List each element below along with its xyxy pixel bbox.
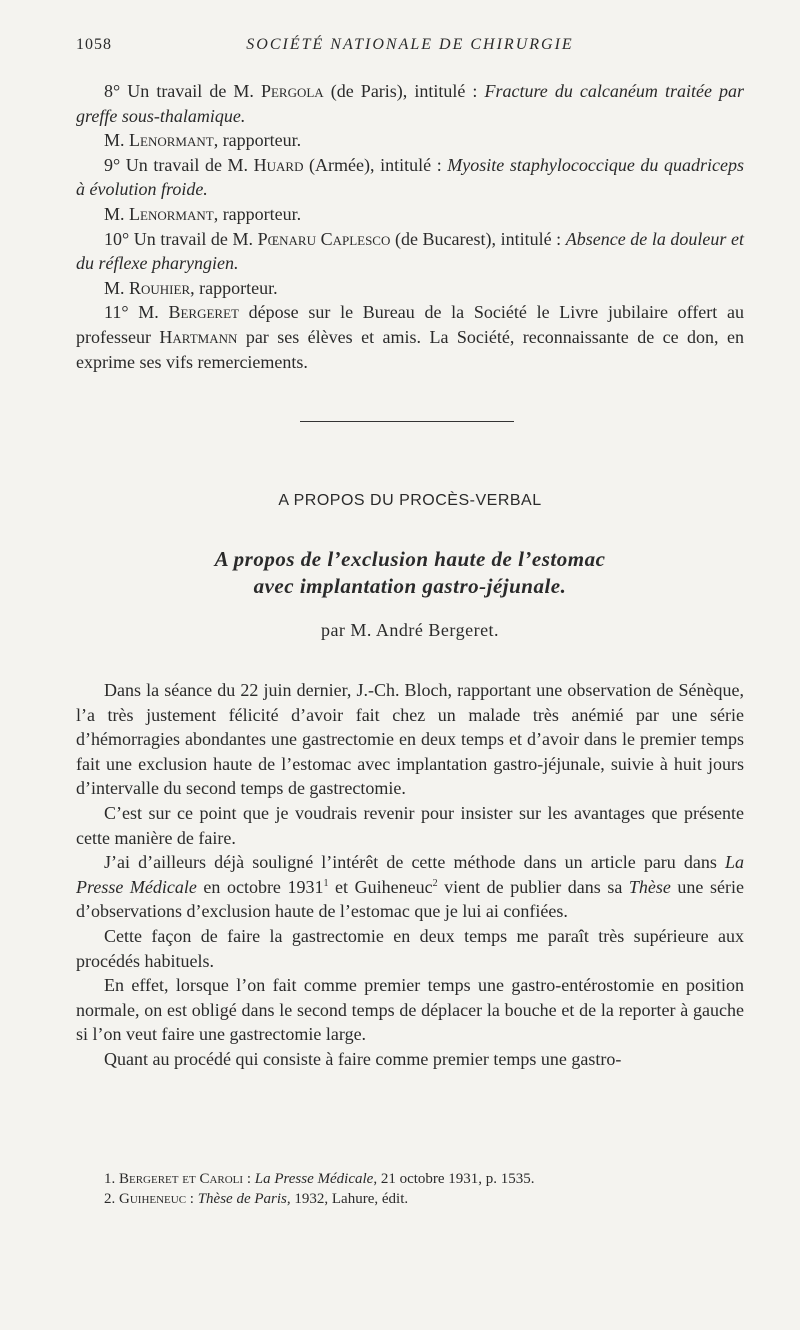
rapporteur-name: Rouhier xyxy=(129,277,191,298)
article-title-line-2: avec implantation gastro-jéjunale. xyxy=(253,574,567,598)
footnote-1 xyxy=(76,1169,744,1189)
section-divider xyxy=(300,421,514,422)
article-title xyxy=(76,546,744,600)
paragraph-2: C’est sur ce point que je voudrais revenir pour insister sur les avantages que présente cette manière de faire. xyxy=(76,802,744,848)
item-9 xyxy=(76,153,744,202)
article-byline: par M. André Bergeret. xyxy=(320,620,500,640)
item-text: par ses élèves et amis. La Société, reconnaissante de ce don, en exprime ses vifs remerciements. xyxy=(76,326,744,372)
footnote-number: 2. xyxy=(104,1191,119,1207)
footnote-number: 1. xyxy=(104,1171,119,1187)
rapporteur-prefix: M. xyxy=(104,277,130,298)
item-8 xyxy=(76,79,744,128)
item-name: Hartmann xyxy=(159,326,238,347)
paragraph-1: Dans la séance du 22 juin dernier, J.-Ch. Bloch, rapportant une observation de Sénèque, l’a très justement félicité d’avoir fait chez un malade très anémié par une série d’hémorragies abondantes une gastrectomie en deux temps et d’avoir dans le premier temps fait une exclusion haute de l’estomac avec implantation gastro-jéjunale, suivie à huit jours d’intervalle du second temps de gastrectomie. xyxy=(76,680,744,799)
these-word: Thèse xyxy=(628,876,671,897)
paragraph-text: vient de publier dans sa xyxy=(437,876,629,897)
item-author: Bergeret xyxy=(168,302,239,323)
footnote-authors: Bergeret et Caroli xyxy=(119,1171,244,1187)
paragraph-4: Cette façon de faire la gastrectomie en deux temps me paraît très supérieure aux procédés habituels. xyxy=(76,925,744,971)
item-8-rapporteur xyxy=(76,128,744,153)
item-text: (de Paris), intitulé : xyxy=(323,81,485,101)
item-number: 9° Un travail de M. xyxy=(104,154,254,175)
page-header xyxy=(76,36,744,58)
footnote-authors: Guiheneuc xyxy=(119,1191,187,1207)
item-author: Huard xyxy=(253,154,304,175)
item-text: (de Bucarest), intitulé : xyxy=(390,228,566,249)
rapporteur-prefix: M. xyxy=(104,203,130,224)
footnote-separator: : xyxy=(243,1171,255,1187)
paragraph-5: En effet, lorsque l’on fait comme premier temps une gastro-entérostomie en position normale, on est obligé dans le second temps de déplacer la bouche et de la reporter à gauche si l’on veut faire une gastrectomie large. xyxy=(76,975,744,1045)
item-number: 8° Un travail de M. xyxy=(104,81,261,101)
item-9-rapporteur xyxy=(76,202,744,227)
item-author: Pœnaru Caplesco xyxy=(257,228,391,249)
footnote-2 xyxy=(76,1189,744,1209)
item-title: Absence de la douleur et du réflexe pharyngien. xyxy=(76,228,745,274)
paragraph-6: Quant au procédé qui consiste à faire comme premier temps une gastro- xyxy=(104,1048,622,1069)
page-number: 1058 xyxy=(76,36,112,53)
footnote-details: , 1932, Lahure, édit. xyxy=(286,1191,409,1207)
item-10 xyxy=(76,227,744,276)
paragraph-text: une série d’observations d’exclusion haute de l’estomac que je lui ai confiées. xyxy=(76,876,744,922)
rapporteur-suffix: , rapporteur. xyxy=(213,130,302,151)
item-number: 10° Un travail de M. xyxy=(104,228,258,249)
article-body xyxy=(76,678,744,1072)
paragraph-text: en octobre 1931 xyxy=(196,876,324,897)
item-10-rapporteur xyxy=(76,276,744,301)
section-title: A PROPOS DU PROCÈS-VERBAL xyxy=(278,492,542,509)
item-number: 11° M. xyxy=(104,302,169,323)
item-text: dépose sur le Bureau de la Société le Livre jubilaire offert au professeur xyxy=(76,302,744,347)
rapporteur-prefix: M. xyxy=(104,130,130,151)
rapporteur-name: Lenormant xyxy=(129,203,214,224)
footnote-ref-1[interactable]: 1 xyxy=(323,877,329,889)
item-text: (Armée), intitulé : xyxy=(303,154,448,175)
rapporteur-name: Lenormant xyxy=(129,130,214,151)
running-title: SOCIÉTÉ NATIONALE DE CHIRURGIE xyxy=(246,36,574,53)
footnote-source: La Presse Médicale xyxy=(254,1171,374,1187)
rapporteur-suffix: , rapporteur. xyxy=(213,203,302,224)
item-title: Fracture du calcanéum traitée par greffe sous-thalamique. xyxy=(76,81,744,126)
article-title-line-1: A propos de l’exclusion haute de l’estomac xyxy=(214,547,606,571)
paragraph-3 xyxy=(76,850,744,924)
footnotes xyxy=(76,1169,744,1209)
item-author: Pergola xyxy=(260,81,324,101)
footnote-source: Thèse de Paris xyxy=(197,1191,287,1207)
item-title: Myosite staphylococcique du quadriceps à évolution froide. xyxy=(76,154,744,200)
item-11 xyxy=(76,300,744,374)
footnote-separator: : xyxy=(186,1191,198,1207)
communications-list xyxy=(76,79,744,374)
footnote-details: , 21 octobre 1931, p. 1535. xyxy=(373,1171,535,1187)
paragraph-text: J’ai d’ailleurs déjà souligné l’intérêt de cette méthode dans un article paru dans xyxy=(104,852,725,873)
footnote-ref-2[interactable]: 2 xyxy=(432,877,438,889)
paragraph-text: et Guiheneuc xyxy=(328,876,433,897)
rapporteur-suffix: , rapporteur. xyxy=(190,277,278,298)
journal-name: La Presse Médicale xyxy=(76,852,744,897)
